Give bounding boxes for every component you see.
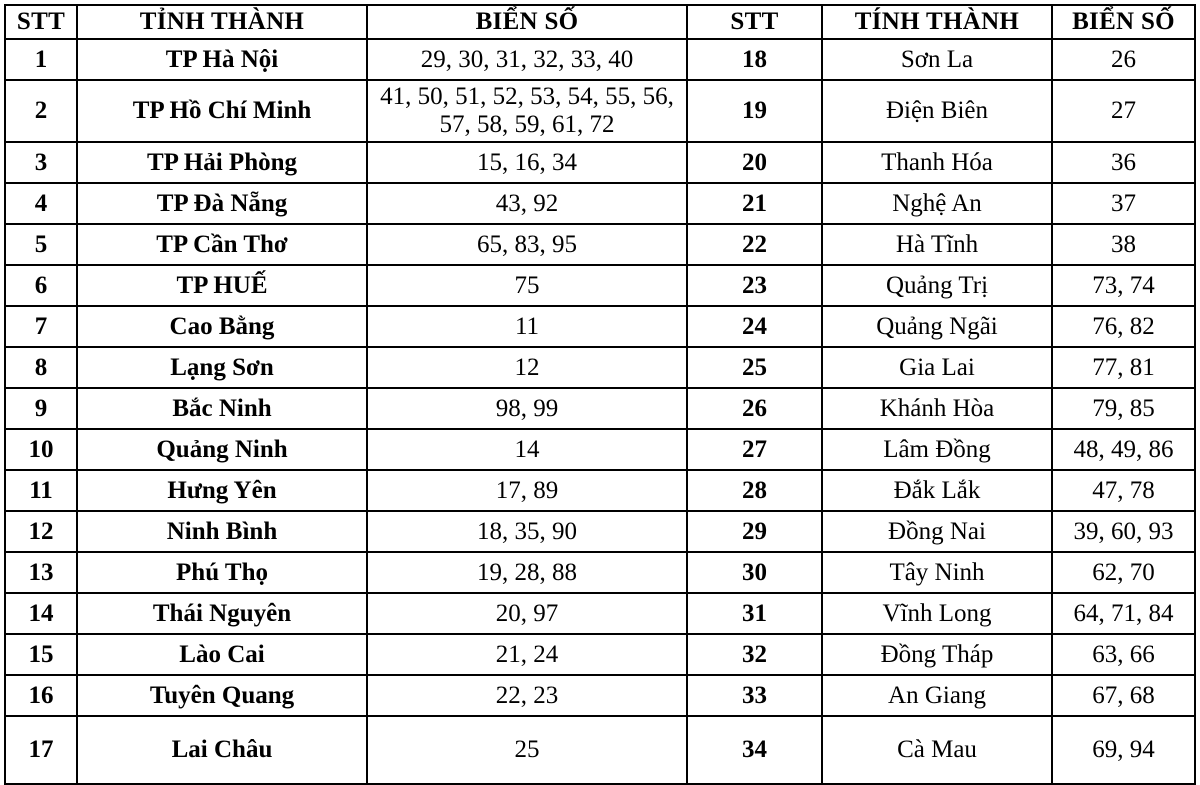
header-province-right: TÍNH THÀNH [822, 5, 1052, 39]
cell-stt-right: 23 [687, 265, 822, 306]
cell-plate-right: 63, 66 [1052, 634, 1195, 675]
cell-plate-left: 41, 50, 51, 52, 53, 54, 55, 56, 57, 58, 59, 61, 72 [367, 80, 687, 142]
cell-stt-right: 34 [687, 716, 822, 784]
cell-stt-right: 30 [687, 552, 822, 593]
cell-plate-right: 36 [1052, 142, 1195, 183]
cell-plate-left: 18, 35, 90 [367, 511, 687, 552]
table-row [5, 675, 1195, 716]
table-row [5, 142, 1195, 183]
cell-province-left: TP Cần Thơ [77, 224, 367, 265]
cell-stt-left: 5 [5, 224, 77, 265]
cell-province-right: Đồng Tháp [822, 634, 1052, 675]
cell-stt-right: 27 [687, 429, 822, 470]
cell-province-left: TP Hải Phòng [77, 142, 367, 183]
cell-province-left: TP Đà Nẵng [77, 183, 367, 224]
table-row [5, 265, 1195, 306]
cell-stt-left: 9 [5, 388, 77, 429]
cell-plate-right: 47, 78 [1052, 470, 1195, 511]
table-row [5, 388, 1195, 429]
cell-stt-left: 16 [5, 675, 77, 716]
cell-plate-right: 26 [1052, 39, 1195, 80]
cell-plate-right: 67, 68 [1052, 675, 1195, 716]
table-row [5, 306, 1195, 347]
cell-stt-right: 18 [687, 39, 822, 80]
cell-plate-right: 76, 82 [1052, 306, 1195, 347]
cell-province-left: Lạng Sơn [77, 347, 367, 388]
cell-province-right: Gia Lai [822, 347, 1052, 388]
cell-plate-right: 37 [1052, 183, 1195, 224]
cell-stt-left: 7 [5, 306, 77, 347]
cell-province-left: Thái Nguyên [77, 593, 367, 634]
cell-province-left: Lai Châu [77, 716, 367, 784]
cell-stt-right: 19 [687, 80, 822, 142]
cell-stt-right: 26 [687, 388, 822, 429]
cell-plate-left: 65, 83, 95 [367, 224, 687, 265]
cell-stt-left: 11 [5, 470, 77, 511]
cell-plate-left: 14 [367, 429, 687, 470]
cell-plate-right: 39, 60, 93 [1052, 511, 1195, 552]
table-body [5, 39, 1195, 784]
cell-province-right: Quảng Ngãi [822, 306, 1052, 347]
cell-stt-left: 3 [5, 142, 77, 183]
cell-stt-left: 15 [5, 634, 77, 675]
cell-province-right: Hà Tĩnh [822, 224, 1052, 265]
header-plate-right: BIỂN SỐ [1052, 5, 1195, 39]
cell-province-right: Quảng Trị [822, 265, 1052, 306]
cell-stt-right: 25 [687, 347, 822, 388]
cell-province-left: Quảng Ninh [77, 429, 367, 470]
cell-plate-left: 12 [367, 347, 687, 388]
table-header-row [5, 5, 1195, 39]
header-stt-right: STT [687, 5, 822, 39]
cell-plate-right: 69, 94 [1052, 716, 1195, 784]
cell-province-right: Khánh Hòa [822, 388, 1052, 429]
cell-plate-right: 64, 71, 84 [1052, 593, 1195, 634]
cell-stt-right: 29 [687, 511, 822, 552]
cell-province-right: Nghệ An [822, 183, 1052, 224]
cell-plate-right: 77, 81 [1052, 347, 1195, 388]
table-row [5, 634, 1195, 675]
table-row [5, 511, 1195, 552]
cell-province-left: Hưng Yên [77, 470, 367, 511]
table-row [5, 470, 1195, 511]
cell-plate-left: 19, 28, 88 [367, 552, 687, 593]
cell-stt-right: 21 [687, 183, 822, 224]
cell-plate-right: 27 [1052, 80, 1195, 142]
table-row [5, 552, 1195, 593]
cell-province-left: TP HUẾ [77, 265, 367, 306]
cell-stt-left: 13 [5, 552, 77, 593]
cell-stt-right: 22 [687, 224, 822, 265]
cell-plate-left: 22, 23 [367, 675, 687, 716]
cell-plate-left: 11 [367, 306, 687, 347]
cell-province-right: Tây Ninh [822, 552, 1052, 593]
cell-stt-left: 6 [5, 265, 77, 306]
table-row [5, 224, 1195, 265]
table-row [5, 80, 1195, 142]
cell-plate-left: 25 [367, 716, 687, 784]
cell-province-right: Lâm Đồng [822, 429, 1052, 470]
table-row [5, 593, 1195, 634]
cell-province-left: Bắc Ninh [77, 388, 367, 429]
cell-province-right: Điện Biên [822, 80, 1052, 142]
cell-province-right: Vĩnh Long [822, 593, 1052, 634]
cell-stt-left: 10 [5, 429, 77, 470]
cell-stt-left: 8 [5, 347, 77, 388]
license-plate-table [4, 4, 1196, 785]
cell-stt-right: 33 [687, 675, 822, 716]
cell-stt-right: 20 [687, 142, 822, 183]
header-stt-left: STT [5, 5, 77, 39]
cell-plate-right: 48, 49, 86 [1052, 429, 1195, 470]
header-plate-left: BIỂN SỐ [367, 5, 687, 39]
cell-stt-right: 24 [687, 306, 822, 347]
cell-plate-left: 17, 89 [367, 470, 687, 511]
table-row [5, 347, 1195, 388]
cell-stt-left: 17 [5, 716, 77, 784]
cell-province-left: TP Hồ Chí Minh [77, 80, 367, 142]
cell-stt-left: 1 [5, 39, 77, 80]
cell-province-right: Cà Mau [822, 716, 1052, 784]
cell-province-left: Cao Bằng [77, 306, 367, 347]
cell-plate-left: 29, 30, 31, 32, 33, 40 [367, 39, 687, 80]
table-row [5, 39, 1195, 80]
cell-province-right: Đồng Nai [822, 511, 1052, 552]
table-row [5, 183, 1195, 224]
cell-province-left: Ninh Bình [77, 511, 367, 552]
cell-province-right: Sơn La [822, 39, 1052, 80]
cell-province-right: Đắk Lắk [822, 470, 1052, 511]
cell-stt-left: 12 [5, 511, 77, 552]
cell-plate-right: 62, 70 [1052, 552, 1195, 593]
cell-plate-right: 73, 74 [1052, 265, 1195, 306]
cell-stt-left: 2 [5, 80, 77, 142]
cell-stt-right: 32 [687, 634, 822, 675]
cell-province-left: TP Hà Nội [77, 39, 367, 80]
cell-plate-left: 15, 16, 34 [367, 142, 687, 183]
cell-province-right: Thanh Hóa [822, 142, 1052, 183]
cell-province-left: Lào Cai [77, 634, 367, 675]
cell-stt-right: 31 [687, 593, 822, 634]
cell-plate-left: 43, 92 [367, 183, 687, 224]
cell-plate-left: 21, 24 [367, 634, 687, 675]
cell-plate-left: 75 [367, 265, 687, 306]
cell-province-left: Phú Thọ [77, 552, 367, 593]
cell-stt-right: 28 [687, 470, 822, 511]
cell-province-left: Tuyên Quang [77, 675, 367, 716]
table-row [5, 429, 1195, 470]
cell-plate-right: 79, 85 [1052, 388, 1195, 429]
cell-plate-left: 20, 97 [367, 593, 687, 634]
cell-stt-left: 4 [5, 183, 77, 224]
table-row [5, 716, 1195, 784]
cell-plate-left: 98, 99 [367, 388, 687, 429]
cell-province-right: An Giang [822, 675, 1052, 716]
header-province-left: TỈNH THÀNH [77, 5, 367, 39]
cell-plate-right: 38 [1052, 224, 1195, 265]
cell-stt-left: 14 [5, 593, 77, 634]
